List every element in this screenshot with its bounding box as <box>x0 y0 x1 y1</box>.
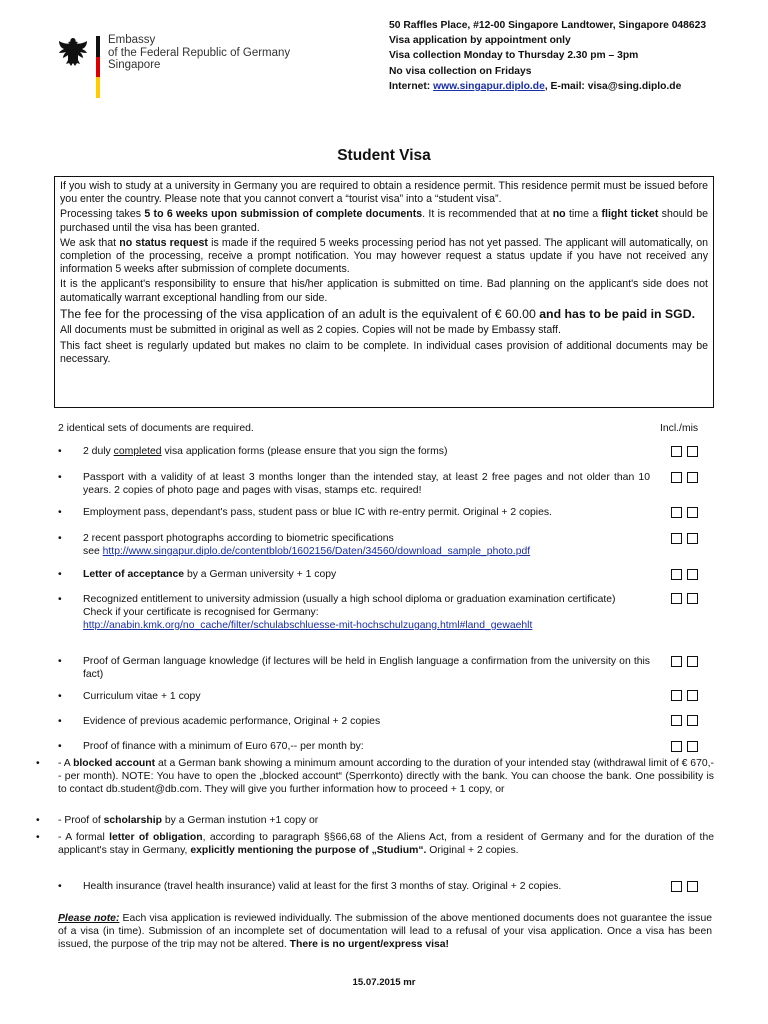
info-fee: The fee for the processing of the visa application of an adult is the equivalent of € 60.00 and has to be paid in SGD. <box>60 306 695 321</box>
bullet: • <box>58 569 62 580</box>
bullet: • <box>58 446 62 457</box>
checkbox-missing[interactable] <box>687 507 698 518</box>
checkbox-pair-2[interactable] <box>671 472 701 484</box>
please-note: Please note: Each visa application is reviewed individually. The submission of the above mentioned documents does not guarantee the issue of a visa (in time). Submission of an incomplete set of documentation will lead to a refusal of your visa application. Once a visa has been issued, the purpose of the trip may not be altered. There is no urgent/express visa! <box>58 913 712 950</box>
checkbox-included[interactable] <box>671 656 682 667</box>
bullet: • <box>58 472 62 483</box>
german-flag-stripe <box>96 36 100 98</box>
checkbox-included[interactable] <box>671 569 682 580</box>
list-item-passport: • Passport with a validity of at least 3 months longer than the intended stay, at least 2 free pages and not older than 10 years. 2 copies of photo page and pages with visas, stamps etc. required! <box>58 472 650 496</box>
checkbox-included[interactable] <box>671 881 682 892</box>
checkbox-missing[interactable] <box>687 593 698 604</box>
internet-line: Internet: www.singapur.diplo.de, E-mail: visa@sing.diplo.de <box>389 80 682 92</box>
checkbox-missing[interactable] <box>687 715 698 726</box>
embassy-logo <box>36 30 356 110</box>
info-processing: Processing takes 5 to 6 weeks upon submission of complete documents. It is recommended that at no time a flight ticket should be purchased until the visa has been granted. <box>60 208 708 234</box>
list-item-letter-of-acceptance: • Letter of acceptance by a German university + 1 copy <box>58 569 337 580</box>
checkbox-missing[interactable] <box>687 569 698 580</box>
embassy-name: Embassy of the Federal Republic of Germany Singapore <box>108 34 291 71</box>
checkbox-pair-10[interactable] <box>671 741 701 753</box>
incl-mis-header: Incl./mis <box>660 423 699 434</box>
list-item-language-proof: • Proof of German language knowledge (if lectures will be held in English language a confirmation from the university on this fact) <box>58 656 650 680</box>
checkbox-missing[interactable] <box>687 472 698 483</box>
bullet: • <box>58 507 62 518</box>
checkbox-included[interactable] <box>671 741 682 752</box>
list-item-university-entitlement: • Recognized entitlement to university admission (usually a high school diploma or graduation examination certificate) Check if your certificate is recognised for Germany: http://anabin.kmk.org/no_cache/filter/schulabschluesse-mit-hochschulzugang.html#land_gewaehlt <box>58 594 616 631</box>
checkbox-included[interactable] <box>671 593 682 604</box>
checkbox-pair-11[interactable] <box>671 881 701 893</box>
bullet: • <box>58 881 62 892</box>
checkbox-pair-9[interactable] <box>671 715 701 727</box>
list-item-proof-of-finance: • Proof of finance with a minimum of Euro 670,-- per month by: <box>58 741 364 752</box>
footer-date: 15.07.2015 mr <box>352 977 416 988</box>
page-title: Student Visa <box>337 147 431 164</box>
checkbox-pair-3[interactable] <box>671 507 701 519</box>
anabin-link[interactable]: http://anabin.kmk.org/no_cache/filter/schulabschluesse-mit-hochschulzugang.html#land_gewaehlt <box>83 620 533 631</box>
bullet: • <box>58 533 62 544</box>
federal-eagle-icon <box>58 36 88 68</box>
checkbox-included[interactable] <box>671 446 682 457</box>
sample-photo-link[interactable]: http://www.singapur.diplo.de/contentblob/1602156/Daten/34560/download_sample_photo.pdf <box>102 546 531 557</box>
list-item-academic-performance: • Evidence of previous academic performance, Original + 2 copies <box>58 716 381 727</box>
bullet: • <box>58 691 62 702</box>
info-box <box>54 176 714 408</box>
no-collection-note: No visa collection on Fridays <box>389 65 532 77</box>
checkbox-included[interactable] <box>671 533 682 544</box>
checkbox-pair-4[interactable] <box>671 533 701 545</box>
list-item-employment-pass: • Employment pass, dependant's pass, student pass or blue IC with re-entry permit. Original + 2 copies. <box>58 507 552 518</box>
bullet: • <box>58 594 62 605</box>
checkbox-pair-6[interactable] <box>671 593 701 605</box>
website-link[interactable]: www.singapur.diplo.de <box>433 80 545 92</box>
checkbox-included[interactable] <box>671 715 682 726</box>
checkbox-included[interactable] <box>671 507 682 518</box>
checkbox-missing[interactable] <box>687 881 698 892</box>
info-intro: If you wish to study at a university in Germany you are required to obtain a residence permit. This residence permit must be issued before you enter the country. Please note that you cannot convert a “tourist visa” into a “student visa”. <box>60 180 708 206</box>
bullet: • <box>36 758 40 769</box>
list-item-photographs: • 2 recent passport photographs according to biometric specifications see http://www.singapur.diplo.de/contentblob/1602156/Daten/34560/download_sample_photo.pdf <box>58 533 531 557</box>
info-disclaimer: This fact sheet is regularly updated but makes no claim to be complete. In individual cases provision of additional documents may be necessary. <box>60 339 708 365</box>
checkbox-missing[interactable] <box>687 656 698 667</box>
checkbox-missing[interactable] <box>687 446 698 457</box>
bullet: • <box>58 656 62 667</box>
checkbox-pair-1[interactable] <box>671 446 701 458</box>
finance-option-scholarship: • - Proof of scholarship by a German instution +1 copy or <box>36 815 319 826</box>
info-responsibility: It is the applicant's responsibility to ensure that his/her application is submitted on time. Bad planning on the applicant's side does not automatically warrant exceptional handling from our side. <box>60 278 708 304</box>
checkbox-included[interactable] <box>671 472 682 483</box>
bullet: • <box>58 716 62 727</box>
sets-required-label: 2 identical sets of documents are required. <box>58 423 254 434</box>
appointment-note: Visa application by appointment only <box>389 35 571 47</box>
checkbox-missing[interactable] <box>687 690 698 701</box>
contact-info <box>389 18 706 94</box>
bullet: • <box>58 741 62 752</box>
list-item-cv: • Curriculum vitae + 1 copy <box>58 691 201 702</box>
checkbox-pair-7[interactable] <box>671 656 701 668</box>
info-status-request: We ask that no status request is made if the required 5 weeks processing period has not yet passed. The applicant will automatically, on completion of the processing, receive a prompt notification. You may however request a status update if you have not received any information 5 weeks after submission of complete documents. <box>60 236 708 276</box>
info-originals: All documents must be submitted in original as well as 2 copies. Copies will not be made by Embassy staff. <box>60 324 561 337</box>
finance-option-obligation: • - A formal letter of obligation, according to paragraph §§66,68 of the Aliens Act, from a resident of Germany and for the duration of the applicant's stay in Germany, explicitly mentioning the purpose of „Studium“. Original + 2 copies. <box>36 832 714 856</box>
bullet: • <box>36 815 40 826</box>
finance-option-blocked-account: • - A blocked account at a German bank showing a minimum amount according to the duration of your intended stay (withdrawal limit of € 670,-- per month). NOTE: You have to open the „blocked account“ (Sperrkonto) directly with the bank. You can choose the bank. One possibility is to contact db.student@db.com. They will give you further information how to proceed + 1 copy, or <box>36 758 714 795</box>
address: 50 Raffles Place, #12-00 Singapore Landtower, Singapore 048623 <box>389 20 707 31</box>
checkbox-included[interactable] <box>671 690 682 701</box>
collection-hours: Visa collection Monday to Thursday 2.30 pm – 3pm <box>389 50 639 62</box>
checkbox-pair-8[interactable] <box>671 690 701 702</box>
list-item-health-insurance: • Health insurance (travel health insurance) valid at least for the first 3 months of stay. Original + 2 copies. <box>58 881 562 892</box>
checkbox-missing[interactable] <box>687 741 698 752</box>
bullet: • <box>36 832 40 843</box>
list-item-application-forms: • 2 duly completed visa application forms (please ensure that you sign the forms) <box>58 446 448 457</box>
checkbox-missing[interactable] <box>687 533 698 544</box>
checkbox-pair-5[interactable] <box>671 569 701 581</box>
